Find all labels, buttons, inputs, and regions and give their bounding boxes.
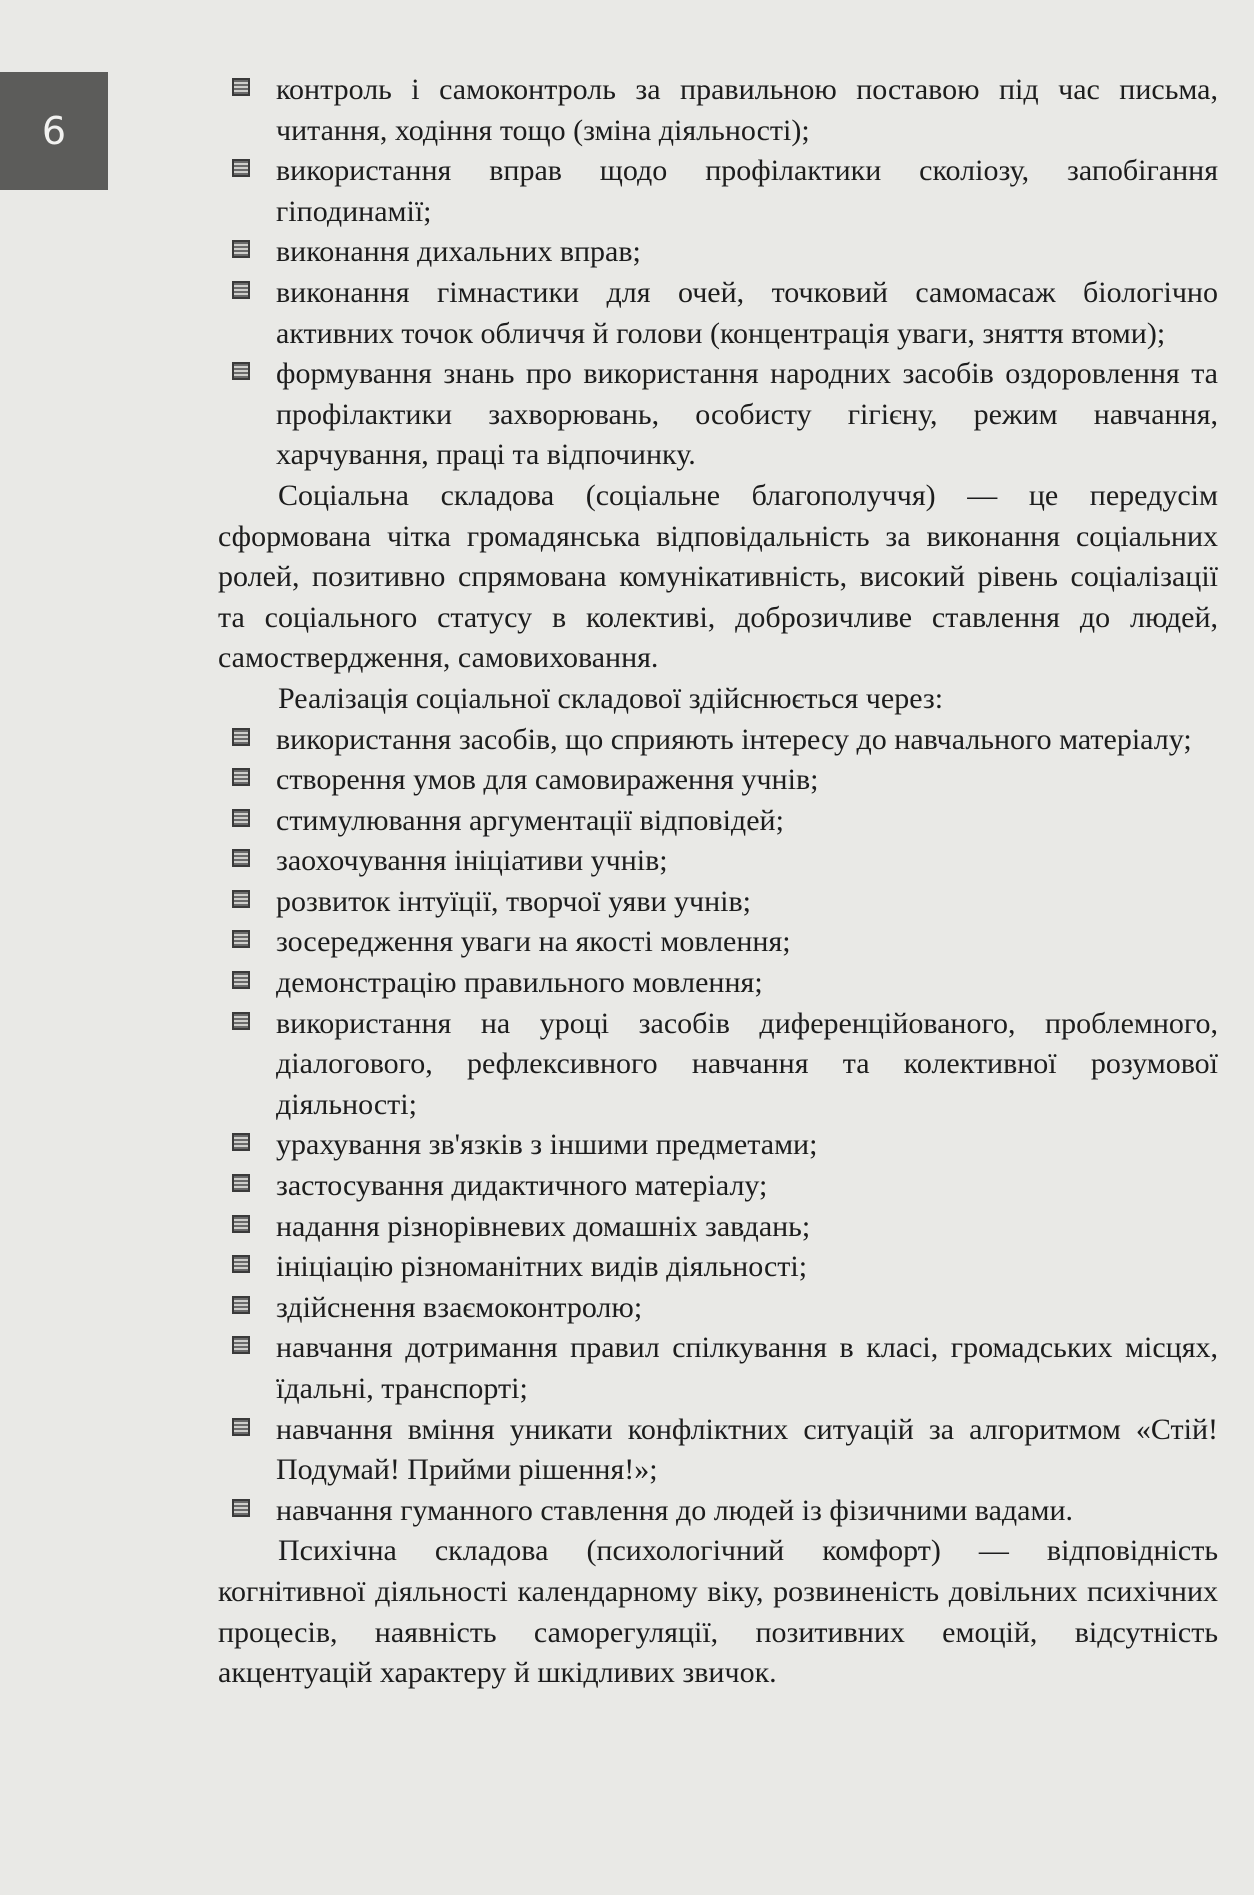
list-item: виконання дихальних вправ; <box>218 232 1218 273</box>
square-bullet-icon <box>232 1336 250 1354</box>
page-number: 6 <box>41 109 67 153</box>
list-item: урахування зв'язків з іншими предметами; <box>218 1125 1218 1166</box>
square-bullet-icon <box>232 1133 250 1151</box>
list-item: стимулювання аргументації відповідей; <box>218 801 1218 842</box>
square-bullet-icon <box>232 159 250 177</box>
square-bullet-icon <box>232 1296 250 1314</box>
list-item: створення умов для самовираження учнів; <box>218 760 1218 801</box>
list-item: здійснення взаємоконтролю; <box>218 1288 1218 1329</box>
list-item: формування знань про використання народних засобів оздоровлення та профілактики захворювань, особисту гігієну, режим навчання, харчування, праці та відпочинку. <box>218 354 1218 476</box>
list-item: контроль і самоконтроль за правильною поставою під час письма, читання, ходіння тощо (зміна діяльності); <box>218 70 1218 151</box>
square-bullet-icon <box>232 78 250 96</box>
list-item: демонстрацію правильного мовлення; <box>218 963 1218 1004</box>
list-item: виконання гімнастики для очей, точковий самомасаж біологічно активних точок обличчя й голови (концентрація уваги, зняття втоми); <box>218 273 1218 354</box>
square-bullet-icon <box>232 1418 250 1436</box>
square-bullet-icon <box>232 1215 250 1233</box>
realization-paragraph: Реалізація соціальної складової здійснюється через: <box>278 681 944 715</box>
list-item: ініціацію різноманітних видів діяльності; <box>218 1247 1218 1288</box>
list-item: навчання вміння уникати конфліктних ситуацій за алгоритмом «Стій! Подумай! Прийми рішення!»; <box>218 1410 1218 1491</box>
social-measures-list <box>218 720 1218 1532</box>
list-item: зосередження уваги на якості мовлення; <box>218 922 1218 963</box>
square-bullet-icon <box>232 849 250 867</box>
square-bullet-icon <box>232 728 250 746</box>
square-bullet-icon <box>232 362 250 380</box>
square-bullet-icon <box>232 1174 250 1192</box>
list-item: навчання дотримання правил спілкування в класі, громадських місцях, їдальні, транспорті; <box>218 1328 1218 1409</box>
square-bullet-icon <box>232 930 250 948</box>
square-bullet-icon <box>232 1255 250 1273</box>
square-bullet-icon <box>232 1499 250 1517</box>
square-bullet-icon <box>232 281 250 299</box>
list-item: розвиток інтуїції, творчої уяви учнів; <box>218 882 1218 923</box>
list-item: надання різнорівневих домашніх завдань; <box>218 1207 1218 1248</box>
list-item: використання засобів, що сприяють інтересу до навчального матеріалу; <box>218 720 1218 761</box>
list-item: застосування дидактичного матеріалу; <box>218 1166 1218 1207</box>
social-component-paragraph: Соціальна складова (соціальне благополуччя) — це передусім сформована чітка громадянська відповідальність за виконання соціальних ролей, позитивно спрямована комунікативність, високий рівень соціалізації та соціального статусу в колективі, доброзичливе ставлення до людей, самоствердження, самовиховання. <box>218 478 1218 675</box>
health-measures-list <box>218 70 1218 476</box>
square-bullet-icon <box>232 240 250 258</box>
list-item: навчання гуманного ставлення до людей із фізичними вадами. <box>218 1491 1218 1532</box>
square-bullet-icon <box>232 809 250 827</box>
list-item: використання вправ щодо профілактики сколіозу, запобігання гіподинамії; <box>218 151 1218 232</box>
square-bullet-icon <box>232 1012 250 1030</box>
psychic-component-paragraph: Психічна складова (психологічний комфорт) — відповідність когнітивної діяльності календарному віку, розвиненість довільних психічних процесів, наявність саморегуляції, позитивних емоцій, відсутність акцентуацій характеру й шкідливих звичок. <box>218 1534 1218 1690</box>
square-bullet-icon <box>232 890 250 908</box>
page-body <box>218 70 1218 1694</box>
page-number-tab <box>0 72 108 190</box>
list-item: заохочування ініціативи учнів; <box>218 841 1218 882</box>
square-bullet-icon <box>232 768 250 786</box>
list-item: використання на уроці засобів диференційованого, проблемного, діалогового, рефлексивного навчання та колективної розумової діяльності; <box>218 1004 1218 1126</box>
square-bullet-icon <box>232 971 250 989</box>
